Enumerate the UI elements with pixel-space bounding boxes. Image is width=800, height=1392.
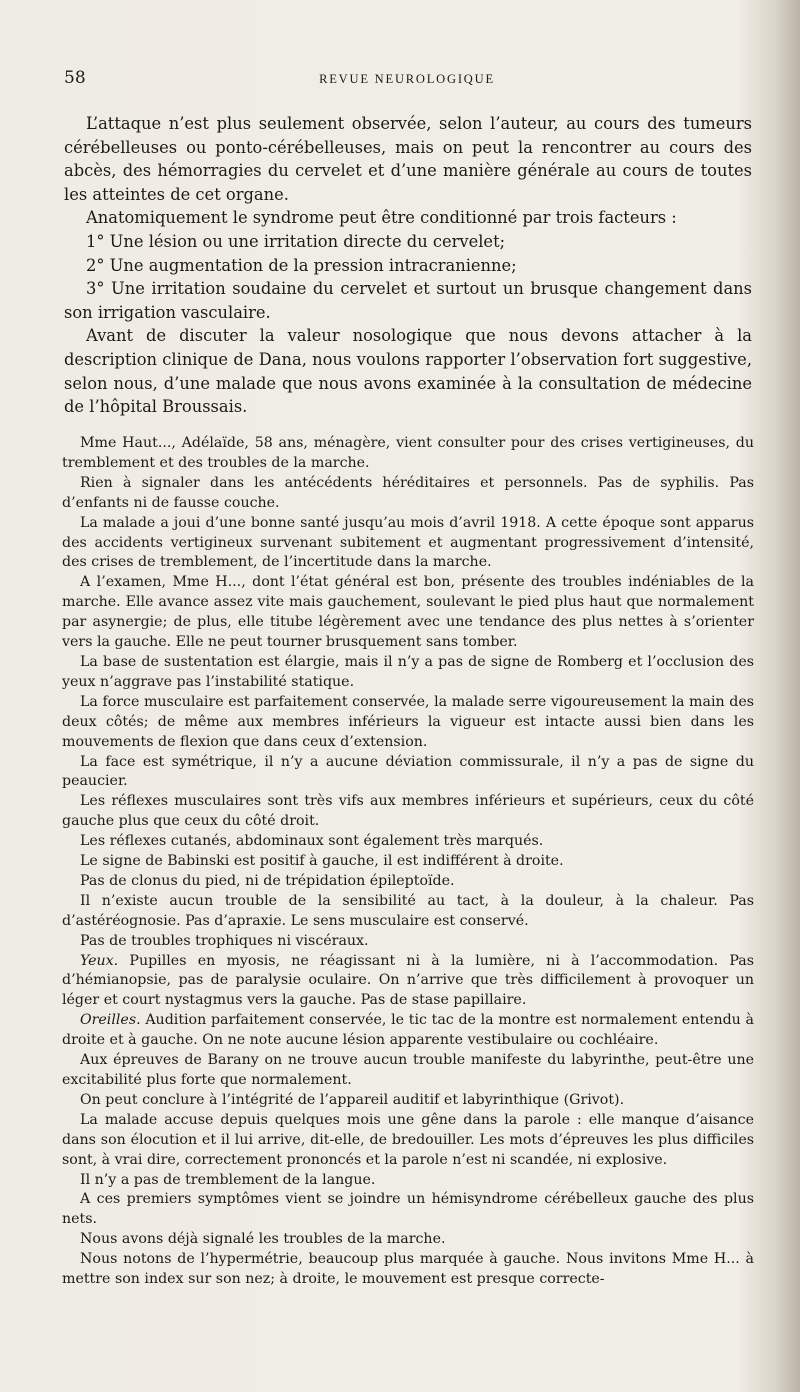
- body-paragraph: Anatomiquement le syndrome peut être conditionné par trois facteurs :: [86, 208, 677, 228]
- observation-paragraph: Pas de troubles trophiques ni viscéraux.: [80, 932, 369, 949]
- observation-paragraph: Mme Haut..., Adélaïde, 58 ans, ménagère, vient consulter pour des crises vertigineuses, du tremblement et des troubles de la marche.: [62, 435, 754, 471]
- observation-paragraph: A ces premiers symptômes vient se joindre un hémisyndrome cérébelleux gauche des plus nets.: [62, 1191, 754, 1228]
- body-paragraph: Avant de discuter la valeur nosologique que nous devons attacher à la description clinique de Dana, nous voulons rapporter l’observation fort suggestive, selon nous, d’une malade que nous avons examinée à la consultation de médecine de l’hôpital Broussais.: [64, 326, 752, 417]
- observation-paragraph: Il n’existe aucun trouble de la sensibilité au tact, à la douleur, à la chaleur. Pas d’astéréognosie. Pas d’apraxie. Le sens musculaire est conservé.: [62, 892, 754, 929]
- observation-paragraph: Il n’y a pas de tremblement de la langue.: [80, 1171, 376, 1188]
- observation-paragraph: A l’examen, Mme H..., dont l’état général est bon, présente des troubles indéniables de la marche. Elle avance assez vite mais gauchement, soulevant le pied plus haut que normalement par asynergie; de plus, elle titube légèrement avec une tendance des plus nettes à s’orienter vers la gauche. Elle ne peut tourner brusquement sans tomber.: [62, 574, 754, 651]
- observation-paragraph: La face est symétrique, il n’y a aucune déviation commissurale, il n’y a pas de signe du peaucier.: [62, 753, 754, 790]
- body-paragraph: L’attaque n’est plus seulement observée, selon l’auteur, au cours des tumeurs cérébelleuses ou ponto-cérébelleuses, mais on peut la rencontrer au cours des abcès, des hémorragies du cervelet et d’une manière générale au cours de toutes les atteintes de cet organe.: [64, 114, 752, 204]
- observation-paragraph: Nous notons de l’hypermétrie, beaucoup plus marquée à gauche. Nous invitons Mme H... à mettre son index sur son nez; à droite, le mouvement est presque correcte-: [62, 1251, 754, 1288]
- observation-paragraph: La base de sustentation est élargie, mais il n’y a pas de signe de Romberg et l’occlusion des yeux n’aggrave pas l’instabilité statique.: [62, 653, 754, 690]
- section-text: Audition parfaitement conservée, le tic tac de la montre est normalement entendu à droite et à gauche. On ne note aucune lésion apparente vestibulaire ou cochléaire.: [62, 1012, 754, 1049]
- body-text: [64, 112, 752, 419]
- section-term: Oreilles.: [80, 1012, 141, 1029]
- observation-paragraph: La malade accuse depuis quelques mois une gêne dans la parole : elle manque d’aisance dans son élocution et il lui arrive, dit-elle, de bredouiller. Les mots d’épreuves les plus difficiles sont, à vrai dire, correctement prononcés et la parole n’est ni scandée, ni explosive.: [62, 1111, 754, 1168]
- observation-paragraph: Nous avons déjà signalé les troubles de la marche.: [80, 1231, 446, 1248]
- body-paragraph: 3° Une irritation soudaine du cervelet et surtout un brusque changement dans son irrigation vasculaire.: [64, 279, 752, 322]
- observation-paragraph: La malade a joui d’une bonne santé jusqu’au mois d’avril 1918. A cette époque sont apparus des accidents vertigineux survenant subitement et augmentant progressivement d’intensité, des crises de tremblement, de l’incertitude dans la marche.: [62, 514, 754, 571]
- observation-paragraph: Rien à signaler dans les antécédents héréditaires et personnels. Pas de syphilis. Pas d’enfants ni de fausse couche.: [62, 474, 754, 511]
- clinical-observation: [62, 434, 754, 1290]
- observation-paragraph: Les réflexes cutanés, abdominaux sont également très marqués.: [80, 833, 544, 850]
- section-text: Pupilles en myosis, ne réagissant ni à la lumière, ni à l’accommodation. Pas d’hémianopsie, pas de paralysie oculaire. On n’arrive que très difficilement à provoquer un léger et court nystagmus vers la gauche. Pas de stase papillaire.: [62, 952, 754, 1009]
- observation-paragraph: [62, 1011, 754, 1051]
- observation-paragraph: Le signe de Babinski est positif à gauche, il est indifférent à droite.: [80, 853, 564, 870]
- body-paragraph: 2° Une augmentation de la pression intracranienne;: [86, 255, 517, 275]
- observation-paragraph: Aux épreuves de Barany on ne trouve aucun trouble manifeste du labyrinthe, peut-être une excitabilité plus forte que normalement.: [62, 1052, 754, 1088]
- section-term: Yeux.: [80, 952, 119, 969]
- observation-paragraph: La force musculaire est parfaitement conservée, la malade serre vigoureusement la main des deux côtés; de même aux membres inférieurs la vigueur est intacte aussi bien dans les mouvements de flexion que dans ceux d’extension.: [62, 693, 754, 750]
- observation-paragraph: [62, 952, 754, 1012]
- page-header: [64, 68, 750, 92]
- observation-paragraph: Les réflexes musculaires sont très vifs aux membres inférieurs et supérieurs, ceux du côté gauche plus que ceux du côté droit.: [62, 793, 754, 830]
- page-number: 58: [64, 68, 86, 88]
- observation-paragraph: On peut conclure à l’intégrité de l’appareil auditif et labyrinthique (Grivot).: [80, 1091, 625, 1108]
- running-head: REVUE NEUROLOGIQUE: [319, 72, 495, 86]
- observation-paragraph: Pas de clonus du pied, ni de trépidation épileptoïde.: [80, 872, 455, 889]
- body-paragraph: 1° Une lésion ou une irritation directe du cervelet;: [86, 231, 506, 251]
